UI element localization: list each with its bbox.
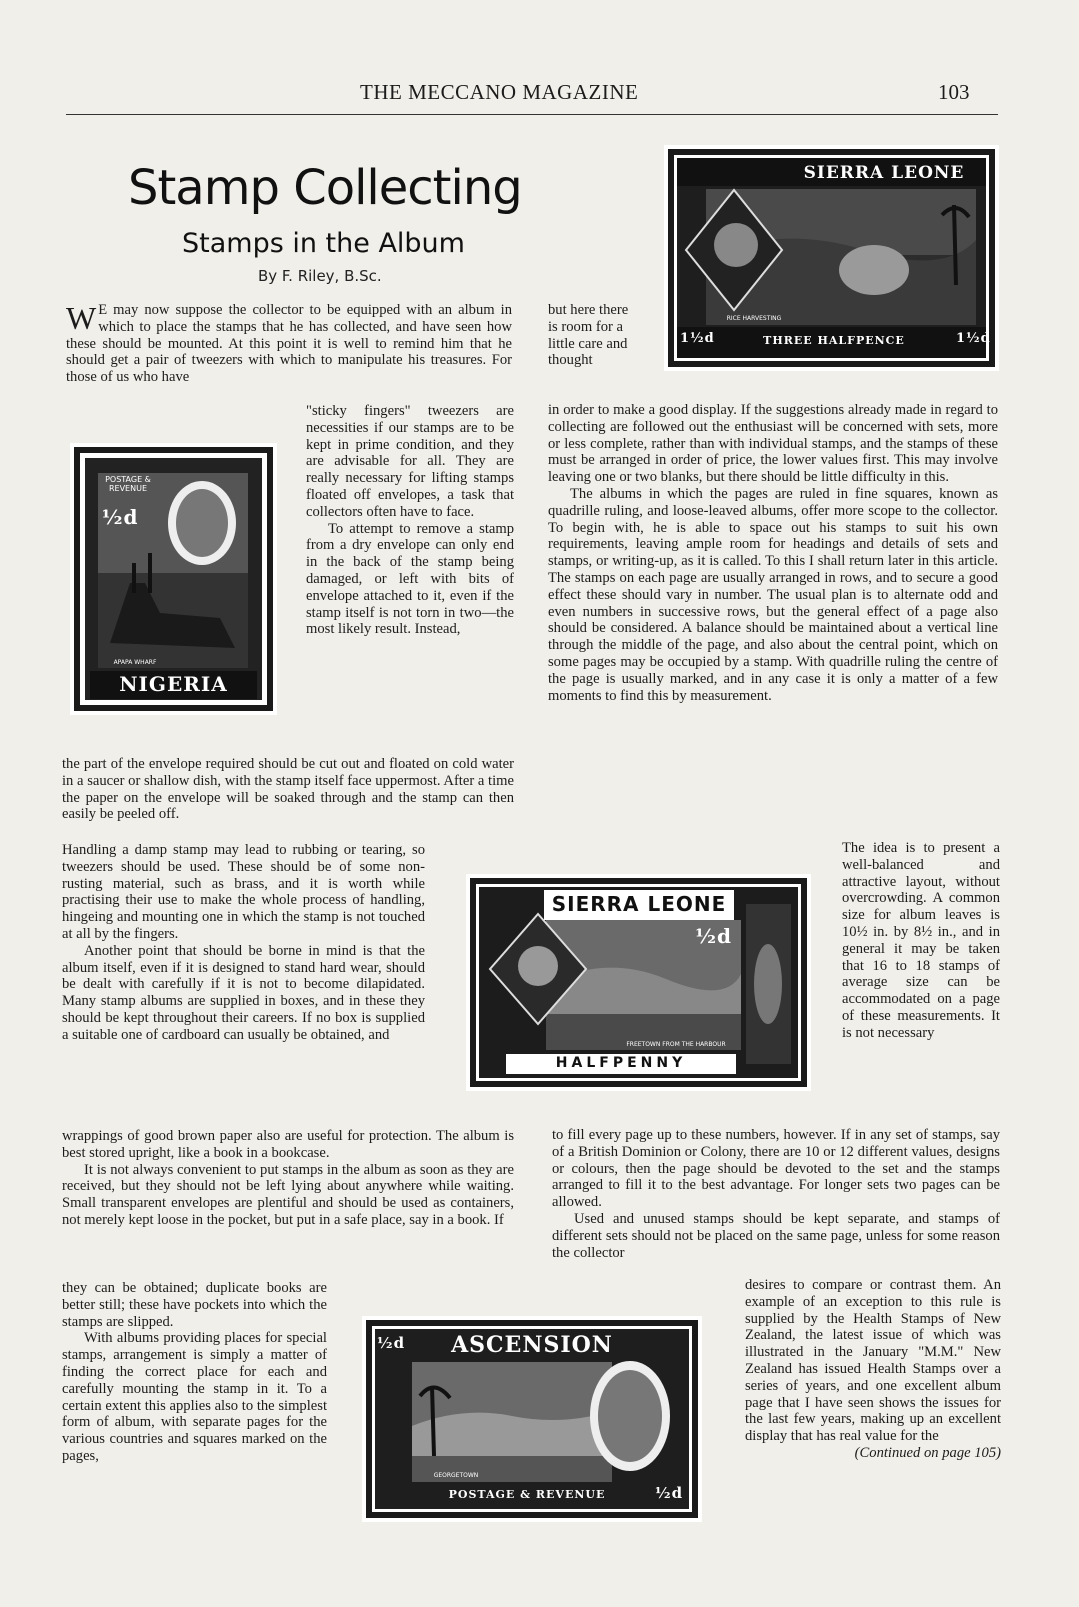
stamp-value: ½d <box>654 1484 684 1502</box>
paragraph: "sticky fingers" tweezers are necessities if our stamps are to be kept in prime condition, and they are advisable for all. They are really necessary for lifting stamps floated off envelopes, a task that collectors often have to face. <box>306 403 514 520</box>
left-col-full-1 <box>62 756 514 823</box>
stamp-country: NIGERIA <box>119 672 228 696</box>
stamp-caption: FREETOWN FROM THE HARBOUR <box>626 1041 726 1048</box>
left-col-narrow-1 <box>306 403 514 638</box>
stamp-caption: RICE HARVESTING <box>726 315 782 322</box>
paragraph: they can be obtained; duplicate books are better still; these have pockets into which the stamps are slipped. <box>62 1280 327 1330</box>
paragraph: The albums in which the pages are ruled in fine squares, known as quadrille ruling, and loose-leaved albums, offer more scope to the collector. To begin with, he is able to space out his stamps to suit his own requirements, leaving ample room for headings and details of sets and stamps, or writing-up, as it is called. To this I shall return later in this article. The stamps on each page are usually arranged in rows, and to secure a good effect these should vary in number. The usual plan is to alternate odd and even numbers in successive rows, but the general effect of a page also should be considered. A balance should be maintained about a vertical line through the middle of the page, and also about the central point, which on some pages may be occupied by a stamp. With quadrille ruling the centre of the page is usually marked, and in any case it is only a matter of a few moments to find this by measurement. <box>548 485 998 704</box>
header-rule <box>66 114 998 115</box>
right-col-narrow-3 <box>745 1277 1001 1462</box>
paragraph: It is not always convenient to put stamps in the album as soon as they are received, but they should not be left lying about anywhere while waiting. Small transparent envelopes are plentiful and should be used as containers, not merely kept loose in the pocket, but put in a safe place, say in a book. If <box>62 1161 514 1228</box>
paragraph: With albums providing places for special stamps, arrangement is simply a matter of finding the correct place for each and carefully mounting the stamp in it. To a certain extent this applies also to the simplest form of album, with separate pages for the various countries and squares marked on the pages, <box>62 1330 327 1464</box>
right-col-full-2 <box>552 1127 1000 1261</box>
dropcap: W <box>66 300 97 336</box>
stamp-country: SIERRA LEONE <box>803 163 965 183</box>
stamp-top-label: POSTAGE & REVENUE <box>105 475 151 493</box>
left-col-mid <box>62 842 425 1044</box>
stamp-value-text: THREE HALFPENCE <box>763 334 905 347</box>
stamp-bottom-label: POSTAGE & REVENUE <box>448 1488 606 1501</box>
paragraph: W E may now suppose the collector to be equipped with an album in which to place the stamps that he has collected, and have seen how these should be mounted. At this point it is well to remind him that he should get a pair of tweezers with which to manipulate his treasures. For those of us who have <box>66 300 512 386</box>
stamp-value-text: HALFPENNY <box>555 1055 687 1071</box>
stamp-value: ½d <box>101 505 139 529</box>
article-subtitle: Stamps in the Album <box>182 228 465 259</box>
paragraph: in order to make a good display. If the suggestions already made in regard to collecting are followed out the enthusiast will be concerned with sets, more or less complete, rather than with individual stamps, and the stamps of these must be arranged in order of price, the lower values first. This may involve leaving one or two blanks, but there should be little difficulty in this. <box>548 402 998 486</box>
stamp-caption: GEORGETOWN <box>433 1472 479 1479</box>
page-number: 103 <box>938 80 970 104</box>
right-col-narrow-1 <box>548 302 640 369</box>
stamp-country: SIERRA LEONE <box>551 892 727 916</box>
left-col-bottom <box>62 1280 327 1465</box>
paragraph: Another point that should be borne in mind is that the album itself, even if it is designed to stand hard wear, should be dealt with carefully if it is not to become dilapidated. Many stamp albums are supplied in boxes, and in these they should be kept throughout their careers. If no box is supplied a suitable one of cardboard can usually be obtained, and <box>62 942 425 1043</box>
stamp-value: ½d <box>376 1334 406 1352</box>
paragraph: Handling a damp stamp may lead to rubbing or tearing, so tweezers should be used. These should be of some non-rusting material, such as brass, and it is worth while practising their use to make the whole process of handling, hingeing and mounting one in which the stamp is not touched at all by the fingers. <box>62 842 425 942</box>
right-col-full-1 <box>548 402 998 704</box>
stamp-value: 1½d <box>956 331 991 346</box>
stamp-sierra-leone-rice-harvesting <box>664 145 999 371</box>
stamp-country: ASCENSION <box>451 1332 613 1358</box>
paragraph: to fill every page up to these numbers, however. If in any set of stamps, say of a British Dominion or Colony, there are 10 or 12 different values, designs or colours, then the page should be devoted to the set and the stamps arranged to fill it to the best advantage. For longer sets two pages can be allowed. <box>552 1127 1000 1211</box>
right-col-narrow-2 <box>842 840 1000 1042</box>
stamp-ascension-georgetown <box>362 1316 702 1522</box>
stamp-sierra-leone-freetown <box>466 874 811 1091</box>
left-col-full-2 <box>62 1128 514 1229</box>
article-title: Stamp Collecting <box>128 160 522 216</box>
magazine-title: THE MECCANO MAGAZINE <box>360 80 639 104</box>
paragraph: To attempt to remove a stamp from a dry envelope can only end in the back of the stamp being damaged, or left with bits of envelope attached to it, even if the stamp itself is not torn in two—the most likely result. Instead, <box>306 520 514 638</box>
paragraph: wrappings of good brown paper also are useful for protection. The album is best stored upright, like a book in a bookcase. <box>62 1128 514 1161</box>
stamp-value: 1½d <box>680 331 715 346</box>
paragraph: Used and unused stamps should be kept separate, and stamps of different sets should not be placed on the same page, unless for some reason the collector <box>552 1210 1000 1261</box>
continued-note: (Continued on page 105) <box>854 1444 1001 1461</box>
paragraph: the part of the envelope required should be cut out and floated on cold water in a saucer or shallow dish, with the stamp itself face uppermost. After a time the paper on the envelope will be soaked through and the stamp can then easily be peeled off. <box>62 756 514 823</box>
stamp-value: ½d <box>695 924 732 948</box>
paragraph: desires to compare or contrast them. An example of an exception to this rule is supplied by the Health Stamps of New Zealand, the latest issue of which was illustrated in the January "M.M." New Zealand has issued Health Stamps over a series of years, and one excellent album page that I have seen shows the issues for the last few years, making up an excellent display that has real value for the <box>745 1277 1001 1445</box>
paragraph: The idea is to present a well-balanced and attractive layout, without overcrowding. A common size for album leaves is 10½ in. by 8½ in., and in general it may be taken that 16 to 18 stamps of average size can be accommodated on a page of these measurements. It is not necessary <box>842 840 1000 1041</box>
article-byline: By F. Riley, B.Sc. <box>258 267 382 285</box>
stamp-nigeria-apapa-wharf <box>70 443 277 715</box>
stamp-caption: APAPA WHARF <box>113 659 157 666</box>
left-col-intro <box>66 302 512 386</box>
paragraph: but here there is room for a little care and thought <box>548 302 629 369</box>
